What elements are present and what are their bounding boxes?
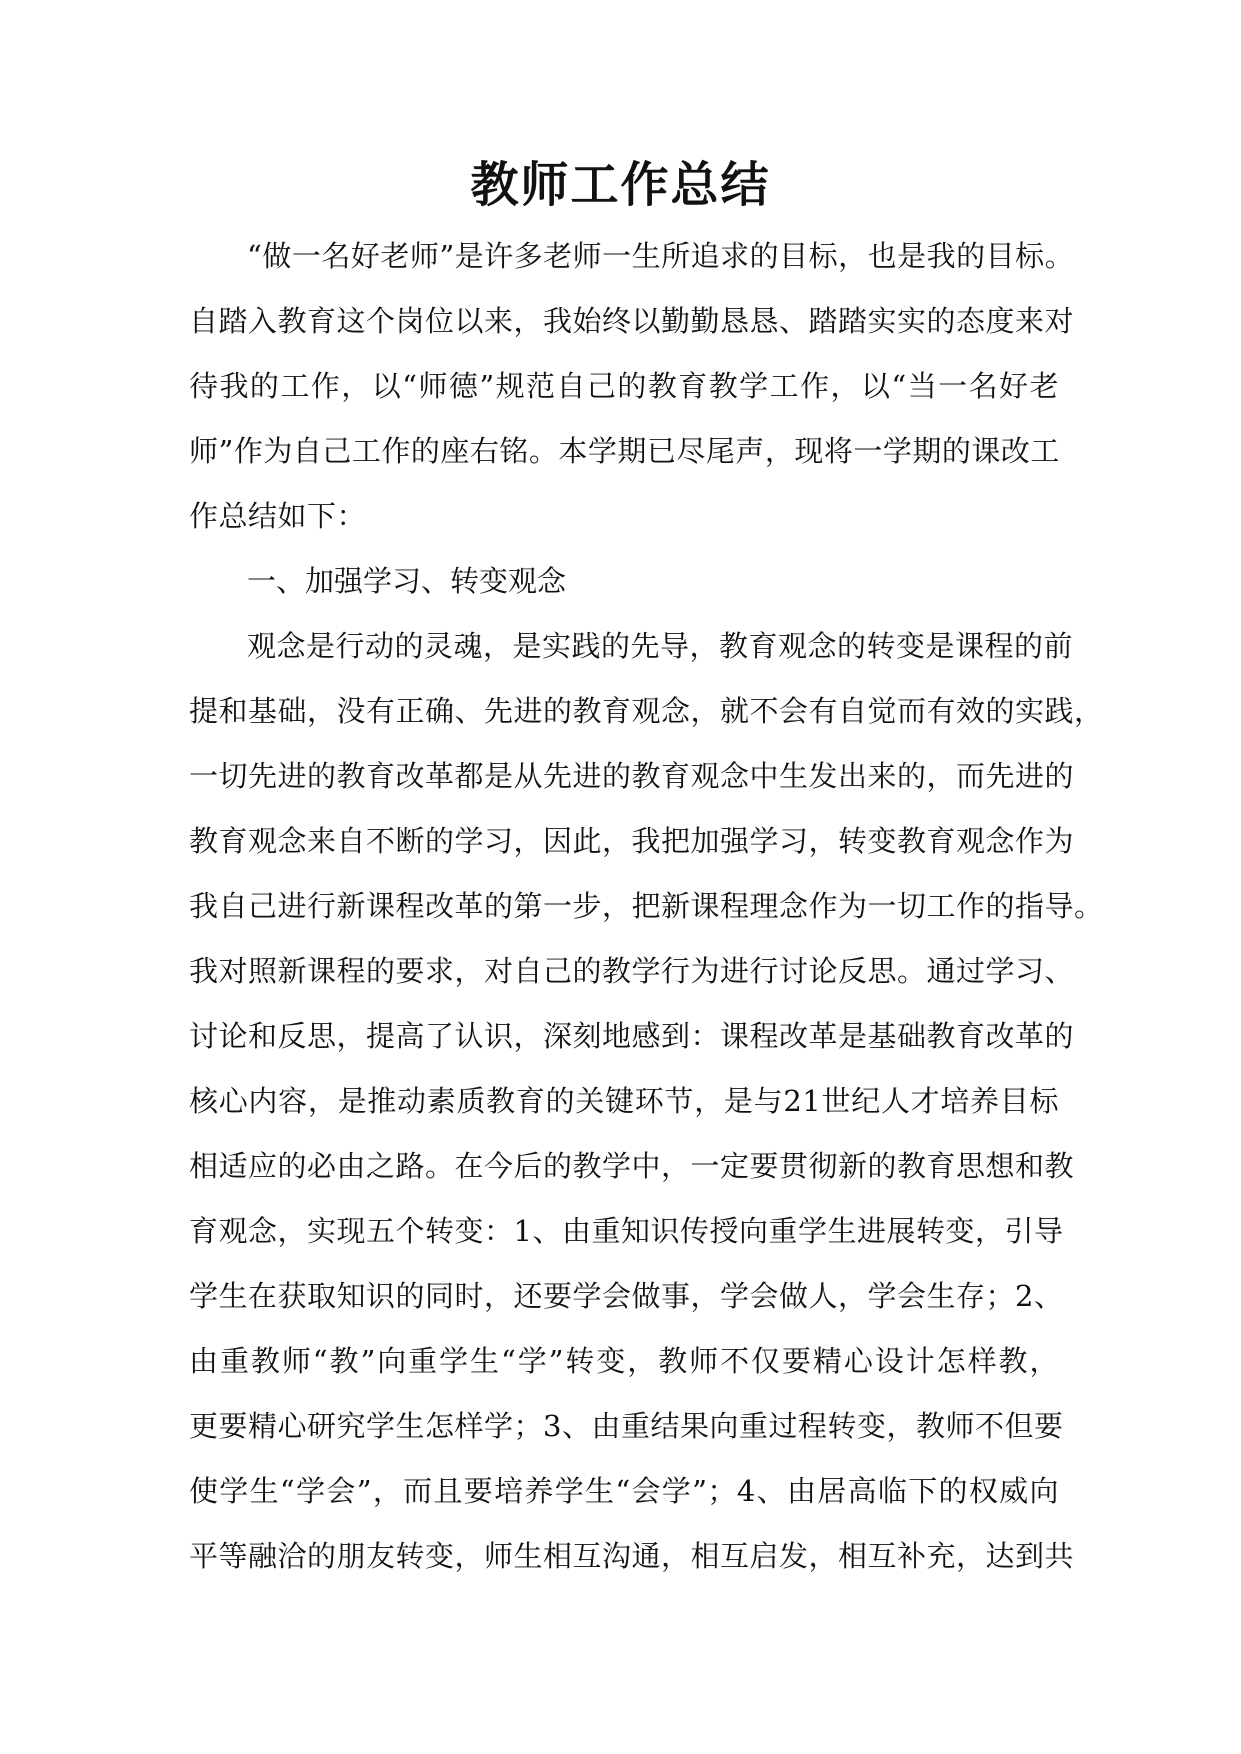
paragraph-2-line-9: 相适应的必由之路。在今后的教学中，一定要贯彻新的教育思想和教: [189, 1149, 1075, 1183]
document-body: [189, 224, 1104, 1589]
paragraph-2-line-3: 一切先进的教育改革都是从先进的教育观念中生发出来的，而先进的: [189, 759, 1075, 793]
paragraph-2-line-7: 讨论和反思，提高了认识，深刻地感到：课程改革是基础教育改革的: [189, 1019, 1075, 1053]
paragraph-2-line-8: 核心内容，是推动素质教育的关键环节，是与21世纪人才培养目标: [189, 1084, 1059, 1118]
paragraph-2-line-6: 我对照新课程的要求，对自己的教学行为进行讨论反思。通过学习、: [189, 954, 1075, 988]
paragraph-1-line-1: “做一名好老师”是许多老师一生所追求的目标，也是我的目标。: [247, 239, 1075, 273]
section-heading-1: 一、加强学习、转变观念: [247, 564, 567, 598]
paragraph-2-line-10: 育观念，实现五个转变：1、由重知识传授向重学生进展转变，引导: [189, 1214, 1064, 1248]
paragraph-1-line-3: 待我的工作，以“师德”规范自己的教育教学工作，以“当一名好老: [189, 369, 1059, 403]
paragraph-2-line-14: 使学生“学会”，而且要培养学生“会学”；4、由居高临下的权威向: [189, 1474, 1059, 1508]
paragraph-2-line-1: 观念是行动的灵魂，是实践的先导，教育观念的转变是课程的前: [247, 629, 1074, 663]
paragraph-2-line-5: 我自己进行新课程改革的第一步，把新课程理念作为一切工作的指导。: [189, 889, 1104, 923]
paragraph-2-line-11: 学生在获取知识的同时，还要学会做事，学会做人，学会生存；2、: [189, 1279, 1064, 1313]
paragraph-2-line-2: 提和基础，没有正确、先进的教育观念，就不会有自觉而有效的实践，: [189, 694, 1104, 728]
paragraph-2-line-12: 由重教师“教”向重学生“学”转变，教师不仅要精心设计怎样教，: [189, 1344, 1059, 1378]
paragraph-2-line-15: 平等融洽的朋友转变，师生相互沟通，相互启发，相互补充，达到共: [189, 1539, 1075, 1573]
paragraph-2-line-4: 教育观念来自不断的学习，因此，我把加强学习，转变教育观念作为: [189, 824, 1075, 858]
paragraph-1-line-2: 自踏入教育这个岗位以来，我始终以勤勤恳恳、踏踏实实的态度来对: [189, 304, 1075, 338]
paragraph-2-line-13: 更要精心研究学生怎样学；3、由重结果向重过程转变，教师不但要: [189, 1409, 1064, 1443]
paragraph-1-line-4: 师”作为自己工作的座右铭。本学期已尽尾声，现将一学期的课改工: [189, 434, 1060, 468]
paragraph-1-line-5: 作总结如下：: [189, 499, 367, 533]
document-title: 教师工作总结: [470, 157, 771, 213]
